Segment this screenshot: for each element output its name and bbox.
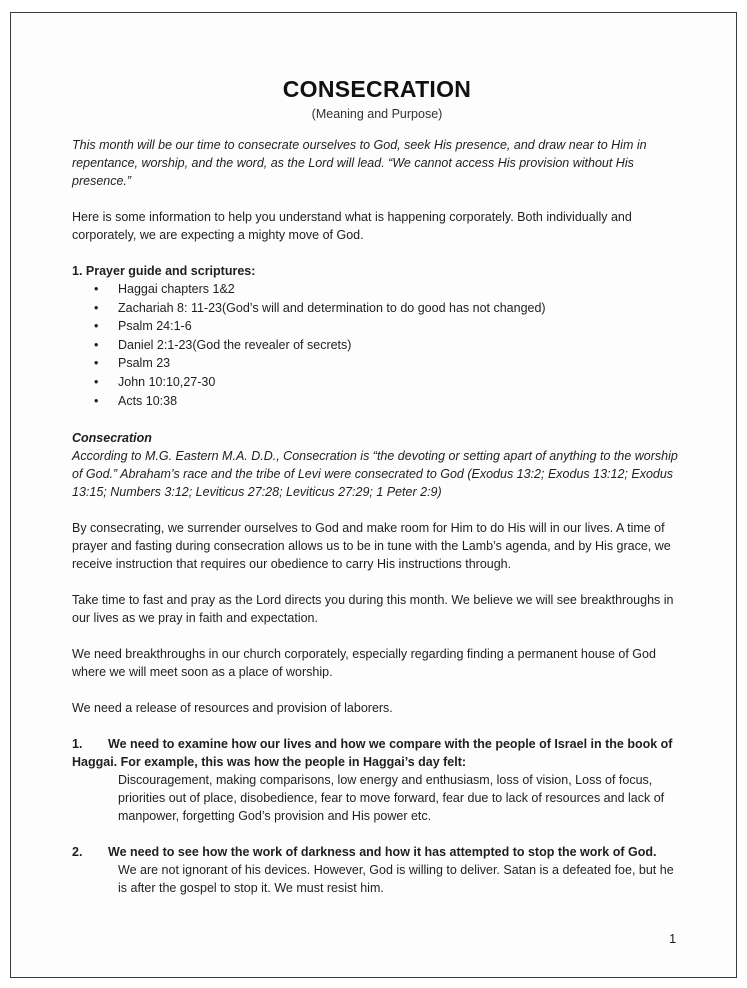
- document-title: CONSECRATION: [282, 76, 472, 102]
- consecration-heading: Consecration: [72, 431, 152, 446]
- list-item: [94, 354, 682, 373]
- point-number: 1.: [72, 737, 83, 752]
- intro-italic-paragraph: This month will be our time to consecrate ourselves to God, seek His presence, and draw near to Him in repentance, worship, and the word, as the Lord will lead. “We cannot access His provision without His presence.”: [72, 138, 647, 188]
- prayer-guide-heading: 1. Prayer guide and scriptures:: [72, 264, 256, 278]
- document-page: [10, 12, 737, 978]
- scripture-text: Psalm 23: [118, 356, 171, 371]
- bullet-icon: •: [94, 393, 99, 408]
- intro-paragraph: Here is some information to help you understand what is happening corporately. Both individually and corporately, we are expecting a mighty move of God.: [72, 210, 632, 242]
- point-body: We are not ignorant of his devices. However, God is willing to deliver. Satan is a defeated foe, but he is after the gospel to stop it. We must resist him.: [118, 863, 674, 896]
- point-heading: [72, 735, 682, 771]
- body-paragraph: We need a release of resources and provision of laborers.: [72, 701, 393, 716]
- point-heading-text: We need to examine how our lives and how we compare with the people of Israel in the book of Haggai. For example, this was how the people in Haggai’s day felt:: [72, 737, 673, 770]
- body-paragraph: Take time to fast and pray as the Lord directs you during this month. We believe we will see breakthroughs in our lives as we pray in faith and expectation.: [72, 593, 674, 626]
- bullet-icon: •: [94, 374, 99, 389]
- body-paragraph: We need breakthroughs in our church corporately, especially regarding finding a permanent house of God where we will meet soon as a place of worship.: [72, 647, 656, 680]
- list-item: [94, 280, 682, 299]
- scripture-list: [72, 280, 682, 410]
- scripture-text: Psalm 24:1-6: [118, 319, 192, 334]
- page-number: 1: [669, 931, 677, 946]
- body-paragraph: By consecrating, we surrender ourselves to God and make room for Him to do His will in our lives. A time of prayer and fasting during consecration allows us to be in tune with the Lamb’s agenda, and by His grace, we receive instruction that requires our obedience to carry His instructions through.: [72, 521, 671, 572]
- scripture-text: Haggai chapters 1&2: [118, 282, 235, 296]
- consecration-definition: According to M.G. Eastern M.A. D.D., Consecration is “the devoting or setting apart of anything to the worship of God.” Abraham’s race and the tribe of Levi were consecrated to God (Exodus 13:2; Exodus 13:12; Exodus 13:15; Numbers 3:12; Leviticus 27:28; Leviticus 27:29; 1 Peter 2:9): [72, 449, 678, 500]
- bullet-icon: •: [94, 282, 99, 296]
- bullet-icon: •: [94, 356, 99, 371]
- scripture-text: Daniel 2:1-23(God the revealer of secrets): [118, 337, 352, 352]
- scripture-text: Zachariah 8: 11-23(God’s will and determination to do good has not changed): [118, 300, 546, 315]
- list-item: [94, 299, 682, 318]
- bullet-icon: •: [94, 300, 99, 315]
- list-item: [94, 317, 682, 336]
- document-content: [72, 75, 682, 897]
- bullet-icon: •: [94, 337, 99, 352]
- point-heading: [72, 843, 682, 861]
- list-item: [94, 373, 682, 392]
- point-body: Discouragement, making comparisons, low energy and enthusiasm, loss of vision, Loss of focus, priorities out of place, disobedience, fear to move forward, fear due to lack of resources and lack of manpower, forgetting God’s provision and His power etc.: [118, 773, 665, 824]
- list-item: [94, 392, 682, 411]
- scripture-text: Acts 10:38: [118, 393, 178, 408]
- point-number: 2.: [72, 845, 83, 860]
- bullet-icon: •: [94, 319, 99, 334]
- scripture-text: John 10:10,27-30: [118, 374, 216, 389]
- point-heading-text: We need to see how the work of darkness and how it has attempted to stop the work of God.: [108, 845, 657, 860]
- document-subtitle: (Meaning and Purpose): [311, 107, 443, 121]
- list-item: [94, 336, 682, 355]
